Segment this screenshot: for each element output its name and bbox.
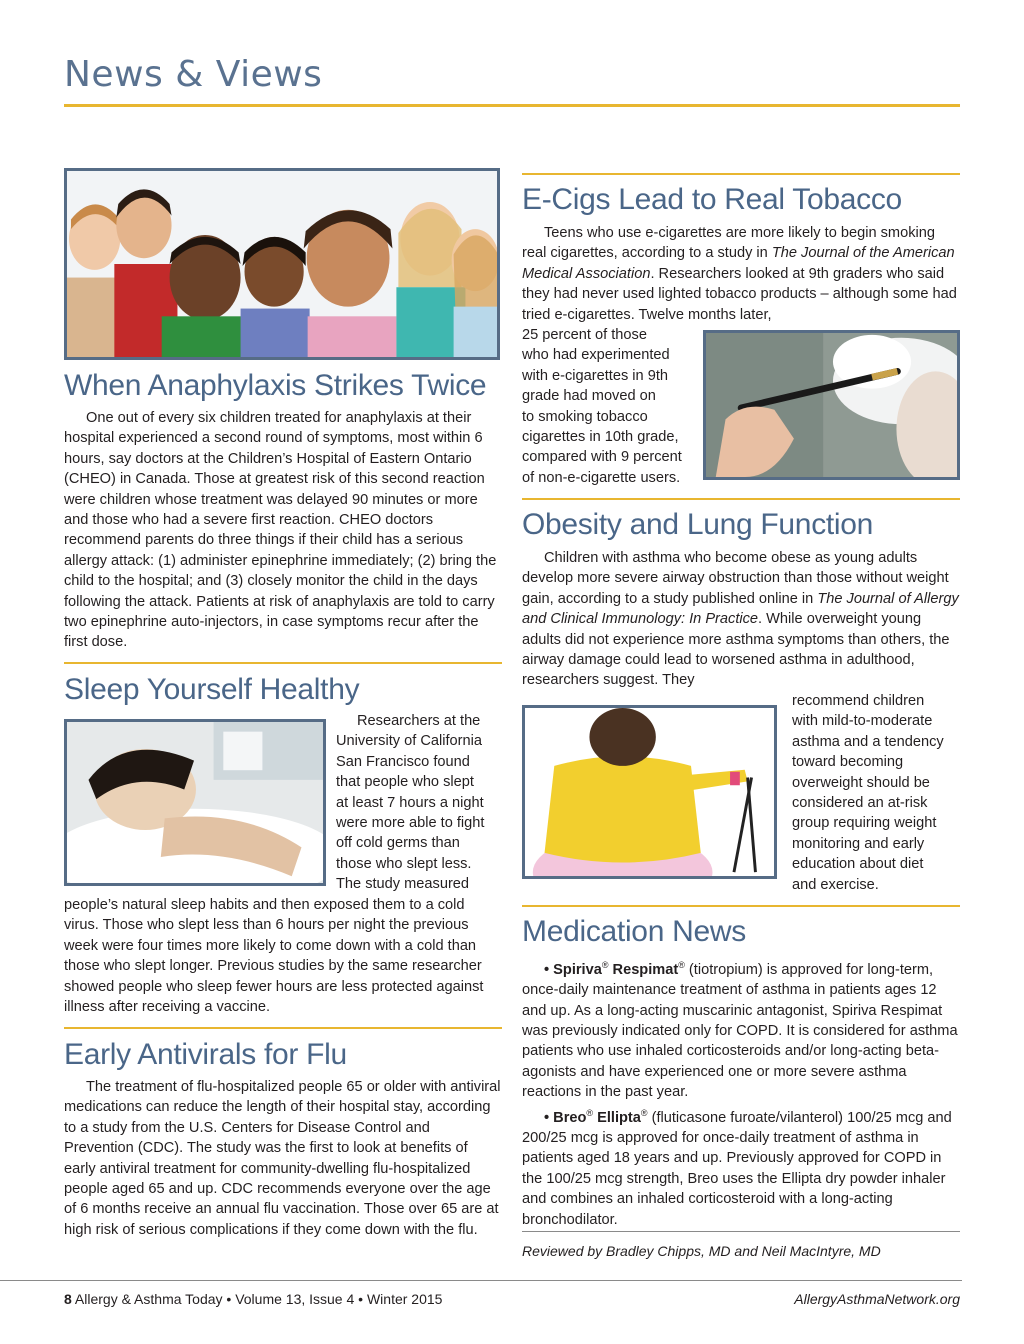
ecigs-line: cigarettes in 10th grade,	[522, 429, 679, 446]
medication-body	[522, 955, 960, 1230]
divider	[522, 173, 960, 175]
sleep-line: University of California	[336, 733, 482, 750]
sleeping-boy-photo	[64, 719, 326, 886]
publication-info: Allergy & Asthma Today • Volume 13, Issue 4 • Winter 2015	[74, 1291, 443, 1307]
ecigs-line: with e-cigarettes in 9th	[522, 367, 669, 384]
ecigs-line: of non-e-cigarette users.	[522, 469, 681, 486]
ecigs-line: compared with 9 percent	[522, 449, 682, 466]
medication-item-breo	[522, 1103, 960, 1230]
obesity-text-b: . While overweight young adults did not experience more asthma symptoms than others, the airway damage could lead to worsened asthma in adulthood, researchers suggest. They	[522, 611, 950, 689]
registered-mark: ®	[678, 960, 685, 970]
ecigs-line: 25 percent of those	[522, 327, 647, 343]
ecigs-text	[522, 223, 960, 325]
ecigarette-photo	[703, 330, 960, 480]
drug-name: Respimat	[608, 961, 679, 978]
ecigs-text-b: . Researchers looked at 9th graders who said they had never used lighted tobacco products – although some had tried e-cigarettes. Twelve months later,	[522, 265, 957, 323]
obesity-line: asthma and a tendency	[792, 733, 944, 750]
divider	[64, 662, 502, 664]
divider	[522, 498, 960, 500]
footer-rule	[0, 1280, 962, 1281]
antivirals-body	[64, 1077, 502, 1240]
sleep-line: off cold germs than	[336, 835, 460, 852]
drug-name: Breo	[553, 1109, 587, 1126]
drug-text: (tiotropium) is approved for long-term, once-daily maintenance treatment of asthma in patients ages 12 and up. As a long-acting muscarinic antagonist, Spiriva Respimat was previously indicated only for COPD. It is considered for asthma patients who use inhaled corticosteroids and/or long-acting beta-agonists and have experienced one or more severe asthma reactions in the past year.	[522, 961, 958, 1101]
sleep-line: Researchers at the	[357, 713, 481, 729]
obesity-body	[522, 548, 960, 691]
sleep-line: The study measured	[336, 876, 470, 893]
antivirals-text: The treatment of flu-hospitalized people 65 or older with antiviral medications can reduce the length of their hospital stay, according to a study from the U.S. Centers for Disease Control and Prevention (CDC). The study was the first to look at benefits of early antiviral treatment for community-dwelling flu-hospitalized people aged 65 and up. CDC recommends everyone over the age of 6 months receive an annual flu vaccination. Those over 65 are at high risk of serious complications if they come down with the flu.	[64, 1079, 501, 1238]
exercise-photo	[522, 705, 777, 879]
medication-headline: Medication News	[522, 915, 746, 948]
sleep-line: at least 7 hours a night	[336, 794, 484, 811]
website-link[interactable]: AllergyAsthmaNetwork.org	[794, 1291, 960, 1307]
divider	[522, 905, 960, 907]
obesity-line: group requiring weight	[792, 815, 937, 832]
sleep-body-lines	[336, 711, 506, 895]
obesity-journal: The Journal of Allergy and Clinical Immunology: In Practice	[522, 590, 959, 628]
anaphylaxis-headline: When Anaphylaxis Strikes Twice	[64, 369, 487, 402]
footer-left	[64, 1291, 442, 1307]
divider	[522, 1231, 960, 1232]
antivirals-headline: Early Antivirals for Flu	[64, 1038, 347, 1071]
obesity-line: considered an at-risk	[792, 795, 928, 812]
bullet: •	[544, 961, 554, 978]
obesity-body-lines	[792, 691, 962, 895]
obesity-line: with mild-to-moderate	[792, 713, 933, 730]
ecigs-body-lines	[522, 325, 702, 488]
anaphylaxis-body	[64, 408, 502, 653]
children-photo	[64, 168, 500, 360]
obesity-line: monitoring and early	[792, 835, 925, 852]
ecigs-line: to smoking tobacco	[522, 408, 648, 425]
obesity-line: toward becoming	[792, 754, 904, 771]
obesity-text-a: Children with asthma who become obese as young adults develop more severe airway obstruction than those without weight gain, according to a study published online in	[522, 550, 949, 607]
drug-text: (fluticasone furoate/vilanterol) 100/25 mcg and 200/25 mcg is approved for once-daily treatment of asthma in patients aged 18 years and up. Previously approved for COPD in the 100/25 mcg strength, Breo uses the Ellipta dry powder inhaler and combines an inhaled corticosteroid with a long-acting bronchodilator.	[522, 1109, 952, 1228]
drug-name: Ellipta	[593, 1109, 641, 1126]
drug-name: Spiriva	[553, 961, 602, 978]
sleep-line: those who slept less.	[336, 855, 472, 872]
ecigs-headline: E-Cigs Lead to Real Tobacco	[522, 183, 902, 216]
ecigs-journal: The Journal of the American Medical Association	[522, 245, 955, 282]
obesity-headline: Obesity and Lung Function	[522, 508, 874, 541]
ecigs-line: grade had moved on	[522, 388, 656, 405]
sleep-headline: Sleep Yourself Healthy	[64, 673, 360, 706]
header-rule	[64, 104, 960, 107]
medication-item-spiriva	[522, 955, 960, 1103]
divider	[64, 1027, 502, 1029]
anaphylaxis-text: One out of every six children treated for anaphylaxis at their hospital experienced a second round of symptoms, most within 6 hours, say doctors at the Children’s Hospital of Eastern Ontario (CHEO) in Canada. Those at greatest risk of this second reaction were children whose treatment was delayed 90 minutes or more and those who had a severe first reaction. CHEO doctors recommend parents do three things if their child has a serious allergy attack: (1) administer epinephrine immediately; (2) bring the child to the hospital; and (3) closely monitor the child in the days following the attack. Patients at risk of anaphylaxis are told to carry two epinephrine auto-injectors, in case symptoms recur after the first dose.	[64, 410, 497, 651]
ecigs-body	[522, 223, 960, 325]
sleep-line: were more able to fight	[336, 815, 485, 832]
sleep-text: people’s natural sleep habits and then exposed them to a cold virus. Those who slept less than 6 hours per night the previous week were four times more likely to come down with a cold than those who slept longer. Previous studies by the same researcher showed people who sleep fewer hours are less protected against illness after receiving a vaccine.	[64, 897, 484, 1016]
sleep-body-rest	[64, 895, 502, 1017]
sleep-line: San Francisco found	[336, 753, 470, 770]
section-title: News & Views	[64, 54, 323, 95]
obesity-line: overweight should be	[792, 774, 930, 791]
obesity-line: and exercise.	[792, 876, 879, 893]
obesity-line: education about diet	[792, 856, 924, 873]
obesity-text	[522, 548, 960, 691]
page-number: 8	[64, 1291, 72, 1307]
reviewer-byline: Reviewed by Bradley Chipps, MD and Neil MacIntyre, MD	[522, 1243, 881, 1259]
ecigs-text-a: Teens who use e-cigarettes are more likely to begin smoking real cigarettes, according to a study in	[522, 225, 935, 262]
registered-mark: ®	[640, 1107, 648, 1118]
obesity-line: recommend children	[792, 693, 925, 709]
ecigs-line: who had experimented	[522, 347, 670, 364]
bullet: •	[544, 1109, 554, 1126]
sleep-line: that people who slept	[336, 774, 474, 791]
registered-mark: ®	[586, 1107, 594, 1118]
registered-mark: ®	[601, 960, 609, 970]
